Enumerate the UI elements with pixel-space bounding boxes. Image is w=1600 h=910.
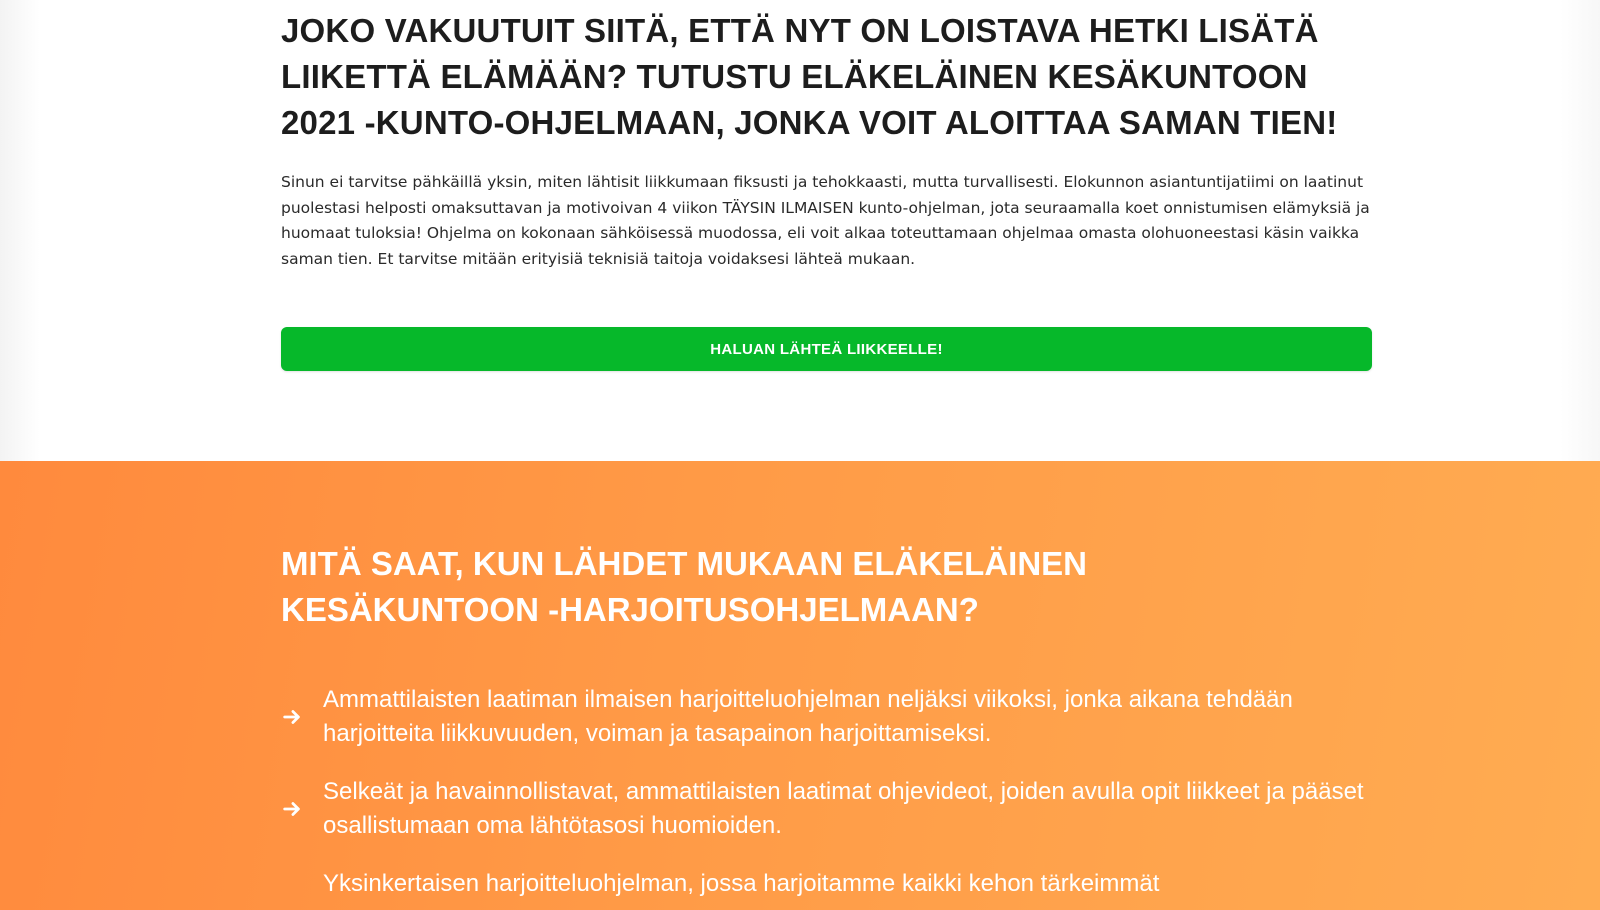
benefits-title: MITÄ SAAT, KUN LÄHDET MUKAAN ELÄKELÄINEN KESÄKUNTOON -HARJOITUSOHJELMAAN?: [281, 545, 1088, 628]
benefit-item: [281, 683, 1381, 751]
benefit-item: [281, 775, 1381, 843]
benefits-list: [281, 683, 1381, 910]
page-headline: JOKO VAKUUTUIT SIITÄ, ETTÄ NYT ON LOISTAVA HETKI LISÄTÄ LIIKETTÄ ELÄMÄÄN? TUTUSTU ELÄKELÄINEN KESÄKUNTOON 2021 -KUNTO-OHJELMAAN, JONKA VOIT ALOITTAA SAMAN TIEN!: [281, 12, 1338, 141]
benefit-text: Yksinkertaisen harjoitteluohjelman, jossa harjoitamme kaikki kehon tärkeimmät: [323, 870, 1160, 897]
arrow-right-icon: [281, 798, 303, 820]
benefit-item: [281, 867, 1381, 901]
benefit-text: Ammattilaisten laatiman ilmaisen harjoitteluohjelman neljäksi viikoksi, jonka aikana tehdään harjoitteita liikkuvuuden, voiman ja tasapainon harjoittamiseksi.: [323, 686, 1293, 747]
join-program-button[interactable]: HALUAN LÄHTEÄ LIIKKEELLE!: [281, 327, 1372, 371]
intro-paragraph: Sinun ei tarvitse pähkäillä yksin, miten lähtisit liikkumaan fiksusti ja tehokkaasti, mutta turvallisesti. Elokunnon asiantuntijatiimi on laatinut puolestasi helposti omaksuttavan ja motivoivan 4 viikon TÄYSIN ILMAISEN kunto-ohjelman, jota seuraamalla koet onnistumisen elämyksiä ja huomaat tuloksia! Ohjelma on kokonaan sähköisessä muodossa, eli voit alkaa toteuttamaan ohjelmaa omasta olohuoneestasi käsin vaikka saman tien. Et tarvitse mitään erityisiä teknisiä taitoja voidaksesi lähteä mukaan.: [281, 173, 1370, 268]
benefits-section: [0, 461, 1600, 910]
arrow-right-icon: [281, 706, 303, 728]
benefit-text: Selkeät ja havainnollistavat, ammattilaisten laatimat ohjevideot, joiden avulla opit liikkeet ja pääset osallistumaan oma lähtötasosi huomioiden.: [323, 778, 1364, 839]
